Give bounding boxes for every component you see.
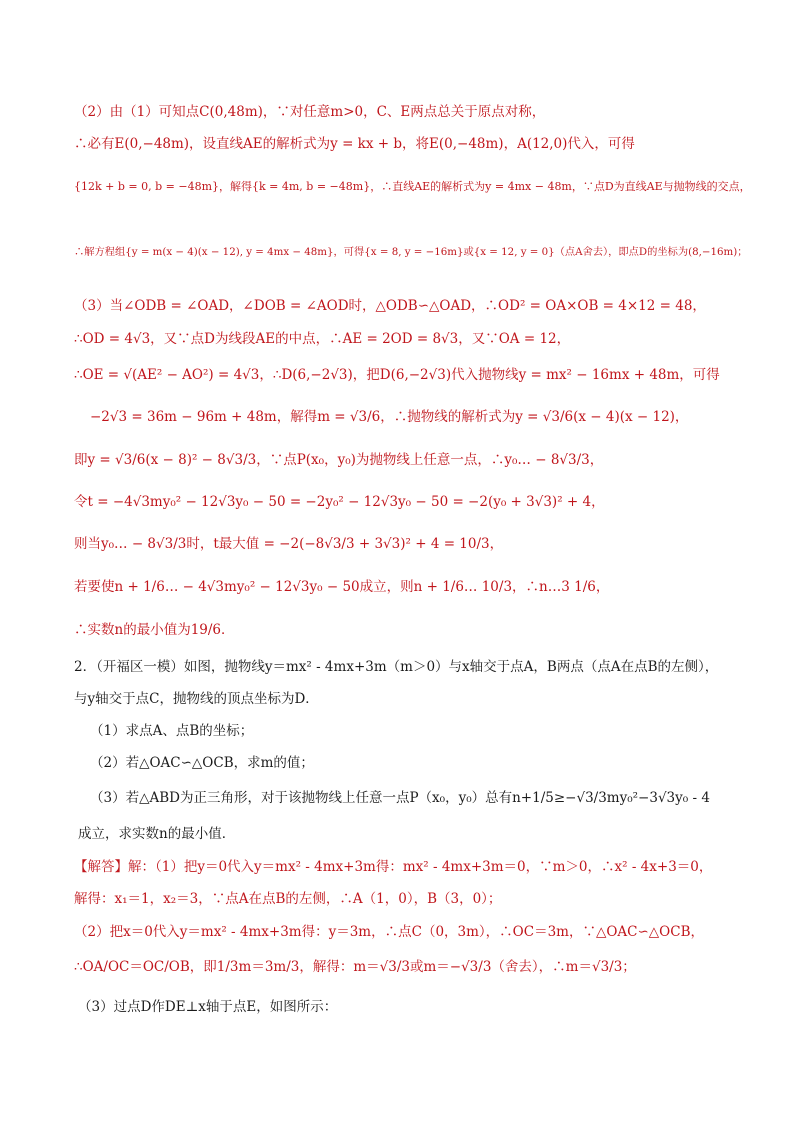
solution-line: 解得：x₁＝1，x₂＝3，∵点A在点B的左侧，∴A（1，0），B（3，0）； — [74, 891, 502, 907]
solution-line: 【解答】解：（1）把y＝0代入y＝mx² - 4mx+3m得：mx² - 4mx+3m＝0，∵m＞0，∴x² - 4x+3＝0， — [74, 859, 713, 875]
text-line: 令t = −4√3my₀² − 12√3y₀ − 50 = −2y₀² − 12√3y₀ − 50 = −2(y₀ + 3√3)² + 4， — [74, 494, 605, 510]
text-line: −2√3 = 36m − 96m + 48m，解得m = √3/6，∴抛物线的解析式为y = √3/6(x − 4)(x − 12)， — [90, 409, 689, 425]
problem-part: （1）求点A、点B的坐标； — [90, 723, 254, 739]
problem-part: 成立，求实数n的最小值． — [78, 826, 236, 842]
text-line: 若要使n + 1/6… − 4√3my₀² − 12√3y₀ − 50成立，则n + 1/6… 10/3，∴n…3 1/6， — [74, 579, 610, 595]
problem-statement: 与y轴交于点C，抛物线的顶点坐标为D． — [74, 691, 319, 707]
text-line: ∴必有E(0,−48m)，设直线AE的解析式为y = kx + b，将E(0,−48m)，A(12,0)代入，可得 — [74, 136, 635, 152]
problem-part: （3）若△ABD为正三角形，对于该抛物线上任意一点P（x₀，y₀）总有n+1/5≥−√3/3my₀²−3√3y₀ - 4 — [90, 790, 710, 806]
problem-part: （2）若△OAC∽△OCB，求m的值； — [90, 755, 314, 771]
text-line: ∴OD = 4√3，又∵点D为线段AE的中点，∴AE = 2OD = 8√3，又∵OA = 12， — [74, 331, 571, 347]
solution-line: （3）过点D作DE⊥x轴于点E，如图所示： — [78, 999, 338, 1015]
text-line: 即y = √3/6(x − 8)² − 8√3/3，∵点P(x₀，y₀)为抛物线上任意一点，∴y₀… − 8√3/3， — [74, 452, 604, 468]
text-line: （3）当∠ODB = ∠OAD，∠DOB = ∠AOD时，△ODB∽△OAD，∴OD² = OA×OB = 4×12 = 48， — [74, 298, 706, 314]
text-line: {12k + b = 0, b = −48m}，解得{k = 4m, b = −48m}，∴直线AE的解析式为y = 4mx − 48m，∵点D为直线AE与抛物线的交点， — [74, 180, 751, 193]
text-line: （2）由（1）可知点C(0,48m)，∵对任意m>0，C、E两点总关于原点对称， — [74, 104, 546, 120]
text-line: ∴OE = √(AE² − AO²) = 4√3，∴D(6,−2√3)，把D(6,−2√3)代入抛物线y = mx² − 16mx + 48m，可得 — [74, 367, 720, 383]
solution-line: （2）把x＝0代入y＝mx² - 4mx+3m得：y＝3m，∴点C（0，3m），∴OC＝3m，∵△OAC∽△OCB， — [74, 924, 704, 940]
text-line: ∴解方程组{y = m(x − 4)(x − 12), y = 4mx − 48m}，可得{x = 8, y = −16m}或{x = 12, y = 0}（点A舍去），即点D的坐标为(8,−16m)； — [74, 246, 748, 258]
text-line: ∴实数n的最小值为19/6． — [74, 622, 235, 638]
text-line: 则当y₀… − 8√3/3时，t最大值 = −2(−8√3/3 + 3√3)² + 4 = 10/3， — [74, 536, 504, 552]
solution-line: ∴OA/OC＝OC/OB，即1/3m＝3m/3，解得：m＝√3/3或m＝−√3/3（舍去），∴m＝√3/3； — [74, 959, 636, 975]
problem-statement: 2．（开福区一模）如图，抛物线y＝mx² - 4mx+3m（m＞0）与x轴交于点A，B两点（点A在点B的左侧）， — [74, 659, 719, 675]
